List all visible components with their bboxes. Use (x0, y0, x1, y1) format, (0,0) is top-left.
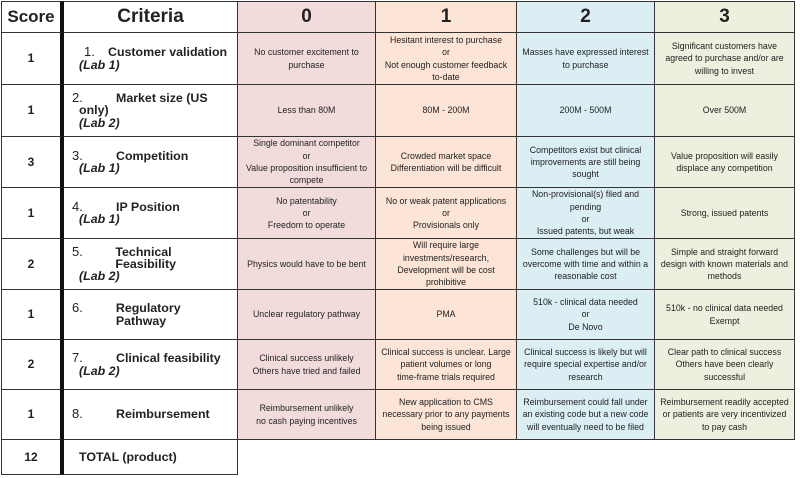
level-3-description (655, 188, 795, 239)
criterion-lab: (Lab 2) (79, 115, 120, 130)
description-text (671, 150, 778, 175)
description-line: Freedom to operate (267, 220, 346, 231)
description-line: Competitors exist but clinical (529, 144, 642, 155)
description-line: time-frame trials required (397, 371, 495, 382)
description-line: methods (707, 271, 742, 282)
level-3-description (655, 239, 795, 290)
description-line: necessary prior to any payments (382, 409, 510, 420)
level-0-description (238, 137, 376, 188)
criterion-number: 7. (72, 350, 83, 366)
criterion-name: Customer validation (108, 45, 228, 60)
level-0-description (238, 33, 376, 85)
description-text (382, 396, 509, 433)
description-line: Differentiation will be difficult (390, 163, 502, 173)
level-2-description (517, 188, 655, 239)
level-1-description (376, 390, 517, 440)
description-text (660, 396, 789, 433)
description-line: Physics would have to be bent (247, 258, 366, 269)
description-line: or patients are very incentivized (662, 409, 787, 420)
level-3-description (655, 137, 795, 188)
description-line: PMA (436, 309, 456, 320)
total-label (64, 440, 238, 475)
criterion-number: 8. (72, 406, 83, 422)
row-score: 1 (1, 290, 64, 340)
description-line: will eventually need to be filed (527, 421, 644, 432)
row-score: 1 (1, 188, 64, 239)
description-line: Less than 80M (277, 105, 336, 116)
description-line: Masses have expressed interest (522, 47, 649, 58)
description-line: Significant customers have (671, 41, 778, 52)
row-score: 1 (1, 390, 64, 440)
header-score: Score (1, 1, 64, 33)
description-line: overcome with time and within a (522, 258, 649, 269)
description-line: or (442, 207, 450, 218)
description-line: 80M - 200M (422, 105, 470, 116)
description-line: No or weak patent applications (385, 195, 507, 206)
description-line: Others have tried and failed (252, 365, 361, 376)
level-3-description (655, 85, 795, 137)
description-text (560, 104, 612, 116)
description-text (524, 346, 647, 383)
description-line: sought (572, 169, 599, 180)
description-text (252, 352, 360, 377)
description-text (386, 195, 506, 232)
criterion-content (72, 147, 234, 175)
criterion-title-line (72, 46, 234, 58)
row-score: 1 (1, 85, 64, 137)
description-text (268, 195, 345, 232)
level-3-description (655, 390, 795, 440)
description-text (397, 239, 494, 288)
description-line: design with known materials and (660, 258, 789, 269)
description-text (436, 308, 455, 320)
criterion-number: 1. (84, 44, 95, 60)
criterion-name-continued: only) (79, 103, 109, 118)
level-2-description (517, 340, 655, 390)
description-line: prohibitive (425, 277, 467, 288)
criterion-cell (64, 137, 238, 188)
criterion-cell (64, 290, 238, 340)
description-text (423, 104, 470, 116)
header-level-2: 2 (517, 1, 655, 33)
description-text (661, 246, 788, 283)
description-line: Issued patents, but weak (536, 226, 635, 237)
level-0-description (238, 290, 376, 340)
description-text (665, 40, 783, 77)
description-line: Clinical success is unclear. Large (381, 347, 511, 358)
criterion-name: Clinical feasibility (116, 351, 221, 366)
criterion-name: Regulatory Pathway (115, 301, 181, 328)
criterion-name: Technical Feasibility (115, 244, 176, 271)
row-score: 2 (1, 239, 64, 290)
row-score: 1 (1, 33, 64, 85)
level-0-description (238, 85, 376, 137)
criterion-content (72, 408, 234, 420)
level-3-description (655, 33, 795, 85)
row-score: 2 (1, 340, 64, 390)
header-level-3: 3 (655, 1, 795, 33)
description-line: purchase (288, 59, 325, 70)
criterion-lab: (Lab 2) (79, 363, 120, 378)
criterion-content (72, 243, 234, 284)
description-text (391, 150, 502, 175)
description-line: No customer excitement to (254, 47, 359, 58)
description-text (253, 308, 360, 320)
description-line: Reimbursement unlikely (259, 403, 354, 414)
description-line: Non-provisional(s) filed and (531, 189, 640, 200)
description-line: Value proposition insufficient to (246, 163, 367, 173)
description-line: pending (569, 201, 602, 212)
level-1-description (376, 290, 517, 340)
criterion-content (72, 198, 234, 226)
criterion-content (72, 46, 234, 71)
criterion-title-line (72, 302, 234, 327)
description-line: Unclear regulatory pathway (252, 309, 361, 320)
criterion-cell (64, 340, 238, 390)
description-line: Hesitant interest to purchase (390, 34, 502, 45)
description-line: De Novo (568, 321, 603, 332)
description-line: or (302, 207, 311, 218)
description-line: Reimbursement could fall under (523, 397, 648, 408)
description-line: successful (703, 371, 746, 382)
description-line: require special expertise and/or (524, 359, 647, 370)
criterion-name: Market size (US (116, 91, 208, 106)
description-text (668, 346, 781, 383)
description-text (523, 246, 648, 283)
level-0-description (238, 239, 376, 290)
criterion-content (72, 92, 234, 129)
criterion-cell (64, 85, 238, 137)
criterion-title-line (72, 352, 234, 364)
criterion-lab: (Lab 1) (79, 57, 120, 72)
description-line: Over 500M (702, 105, 747, 116)
level-2-description (517, 239, 655, 290)
criterion-title-line (72, 408, 234, 420)
description-line: Clinical success unlikely (259, 353, 354, 364)
criterion-content (72, 352, 234, 377)
description-line: Exempt (709, 315, 740, 326)
description-text (522, 46, 648, 71)
level-3-description (655, 290, 795, 340)
description-line: Value proposition will easily (671, 150, 778, 161)
level-0-description (238, 188, 376, 239)
criterion-cell (64, 239, 238, 290)
criterion-cell (64, 188, 238, 239)
description-line: No patentability (276, 195, 337, 206)
level-2-description (517, 85, 655, 137)
criterion-lab: (Lab 1) (79, 212, 120, 226)
criterion-number: 6. (72, 300, 83, 316)
level-1-description (376, 239, 517, 290)
level-1-description (376, 188, 517, 239)
description-line: or (581, 214, 590, 224)
description-line: 510k - clinical data needed (533, 297, 638, 308)
description-line: Crowded market space (400, 150, 492, 161)
description-line: to purchase (562, 59, 609, 70)
row-score: 3 (1, 137, 64, 188)
level-2-description (517, 33, 655, 85)
description-line: or (302, 150, 311, 161)
description-text (256, 402, 357, 427)
description-line: displace any competition (676, 163, 773, 173)
level-1-description (376, 85, 517, 137)
total-score: 12 (1, 440, 64, 475)
level-3-description (655, 340, 795, 390)
description-line: research (568, 371, 603, 382)
description-line: investments/research, (402, 252, 490, 263)
description-line: Reimbursement readily accepted (660, 397, 789, 408)
level-2-description (517, 390, 655, 440)
description-text (254, 46, 359, 71)
criterion-number: 3. (72, 147, 83, 163)
criterion-cell (64, 33, 238, 85)
criterion-number: 4. (72, 198, 83, 214)
description-text (530, 144, 641, 181)
description-line: reasonable cost (554, 271, 617, 282)
criterion-content (72, 302, 234, 327)
description-line: Development will be cost (397, 265, 495, 275)
description-text (681, 207, 769, 219)
criterion-name: Competition (116, 148, 189, 163)
description-text (703, 104, 747, 116)
level-0-description (238, 340, 376, 390)
description-line: Not enough customer feedback (384, 59, 508, 70)
description-line: Single dominant competitor (253, 138, 360, 149)
description-text (532, 188, 639, 237)
description-line: Others have been clearly (675, 359, 774, 370)
description-text (385, 34, 507, 83)
description-text (381, 346, 511, 383)
criterion-name: Reimbursement (116, 407, 210, 422)
criterion-lab: (Lab 1) (79, 161, 120, 175)
description-line: 200M - 500M (559, 105, 612, 116)
description-line: Clinical success is likely but will (524, 347, 647, 358)
criterion-title-line (72, 243, 234, 271)
description-line: or (442, 47, 450, 58)
description-line: Simple and straight forward (670, 246, 779, 257)
level-0-description (238, 390, 376, 440)
criterion-number: 5. (72, 243, 83, 259)
description-text (246, 137, 367, 186)
description-line: patient volumes or long (400, 359, 492, 370)
description-text (666, 302, 783, 327)
scoring-rubric-table (1, 1, 795, 475)
description-line: or (581, 309, 590, 320)
description-line: compete (289, 175, 324, 186)
description-line: being issued (421, 421, 471, 432)
description-line: 510k - no clinical data needed (666, 303, 783, 314)
description-line: Will require large (413, 240, 479, 251)
description-text (523, 396, 649, 433)
description-line: to pay cash (701, 421, 747, 432)
criterion-cell (64, 390, 238, 440)
description-line: Some challenges but will be (530, 246, 641, 257)
description-line: Provisionals only (412, 220, 479, 231)
level-2-description (517, 137, 655, 188)
criterion-lab: (Lab 2) (79, 269, 120, 284)
description-text (247, 258, 366, 270)
header-level-1: 1 (376, 1, 517, 33)
level-1-description (376, 33, 517, 85)
level-2-description (517, 290, 655, 340)
description-text (278, 104, 336, 116)
total-label-text: TOTAL (product) (79, 449, 177, 464)
description-line: New application to CMS (399, 397, 493, 408)
criterion-name: IP Position (116, 199, 180, 214)
description-text (533, 296, 638, 333)
description-line: willing to invest (694, 65, 755, 76)
description-line: agreed to purchase and/or are (665, 53, 784, 64)
criterion-number: 2. (72, 90, 83, 106)
level-1-description (376, 137, 517, 188)
description-line: Clear path to clinical success (667, 347, 782, 358)
description-line: an existing code but a new code (522, 409, 649, 420)
level-1-description (376, 340, 517, 390)
header-criteria: Criteria (64, 1, 238, 33)
description-line: improvements are still being (530, 156, 641, 167)
description-line: no cash paying incentives (256, 415, 357, 426)
description-line: to-date (432, 71, 460, 82)
description-line: Strong, issued patents (680, 207, 769, 218)
header-level-0: 0 (238, 1, 376, 33)
